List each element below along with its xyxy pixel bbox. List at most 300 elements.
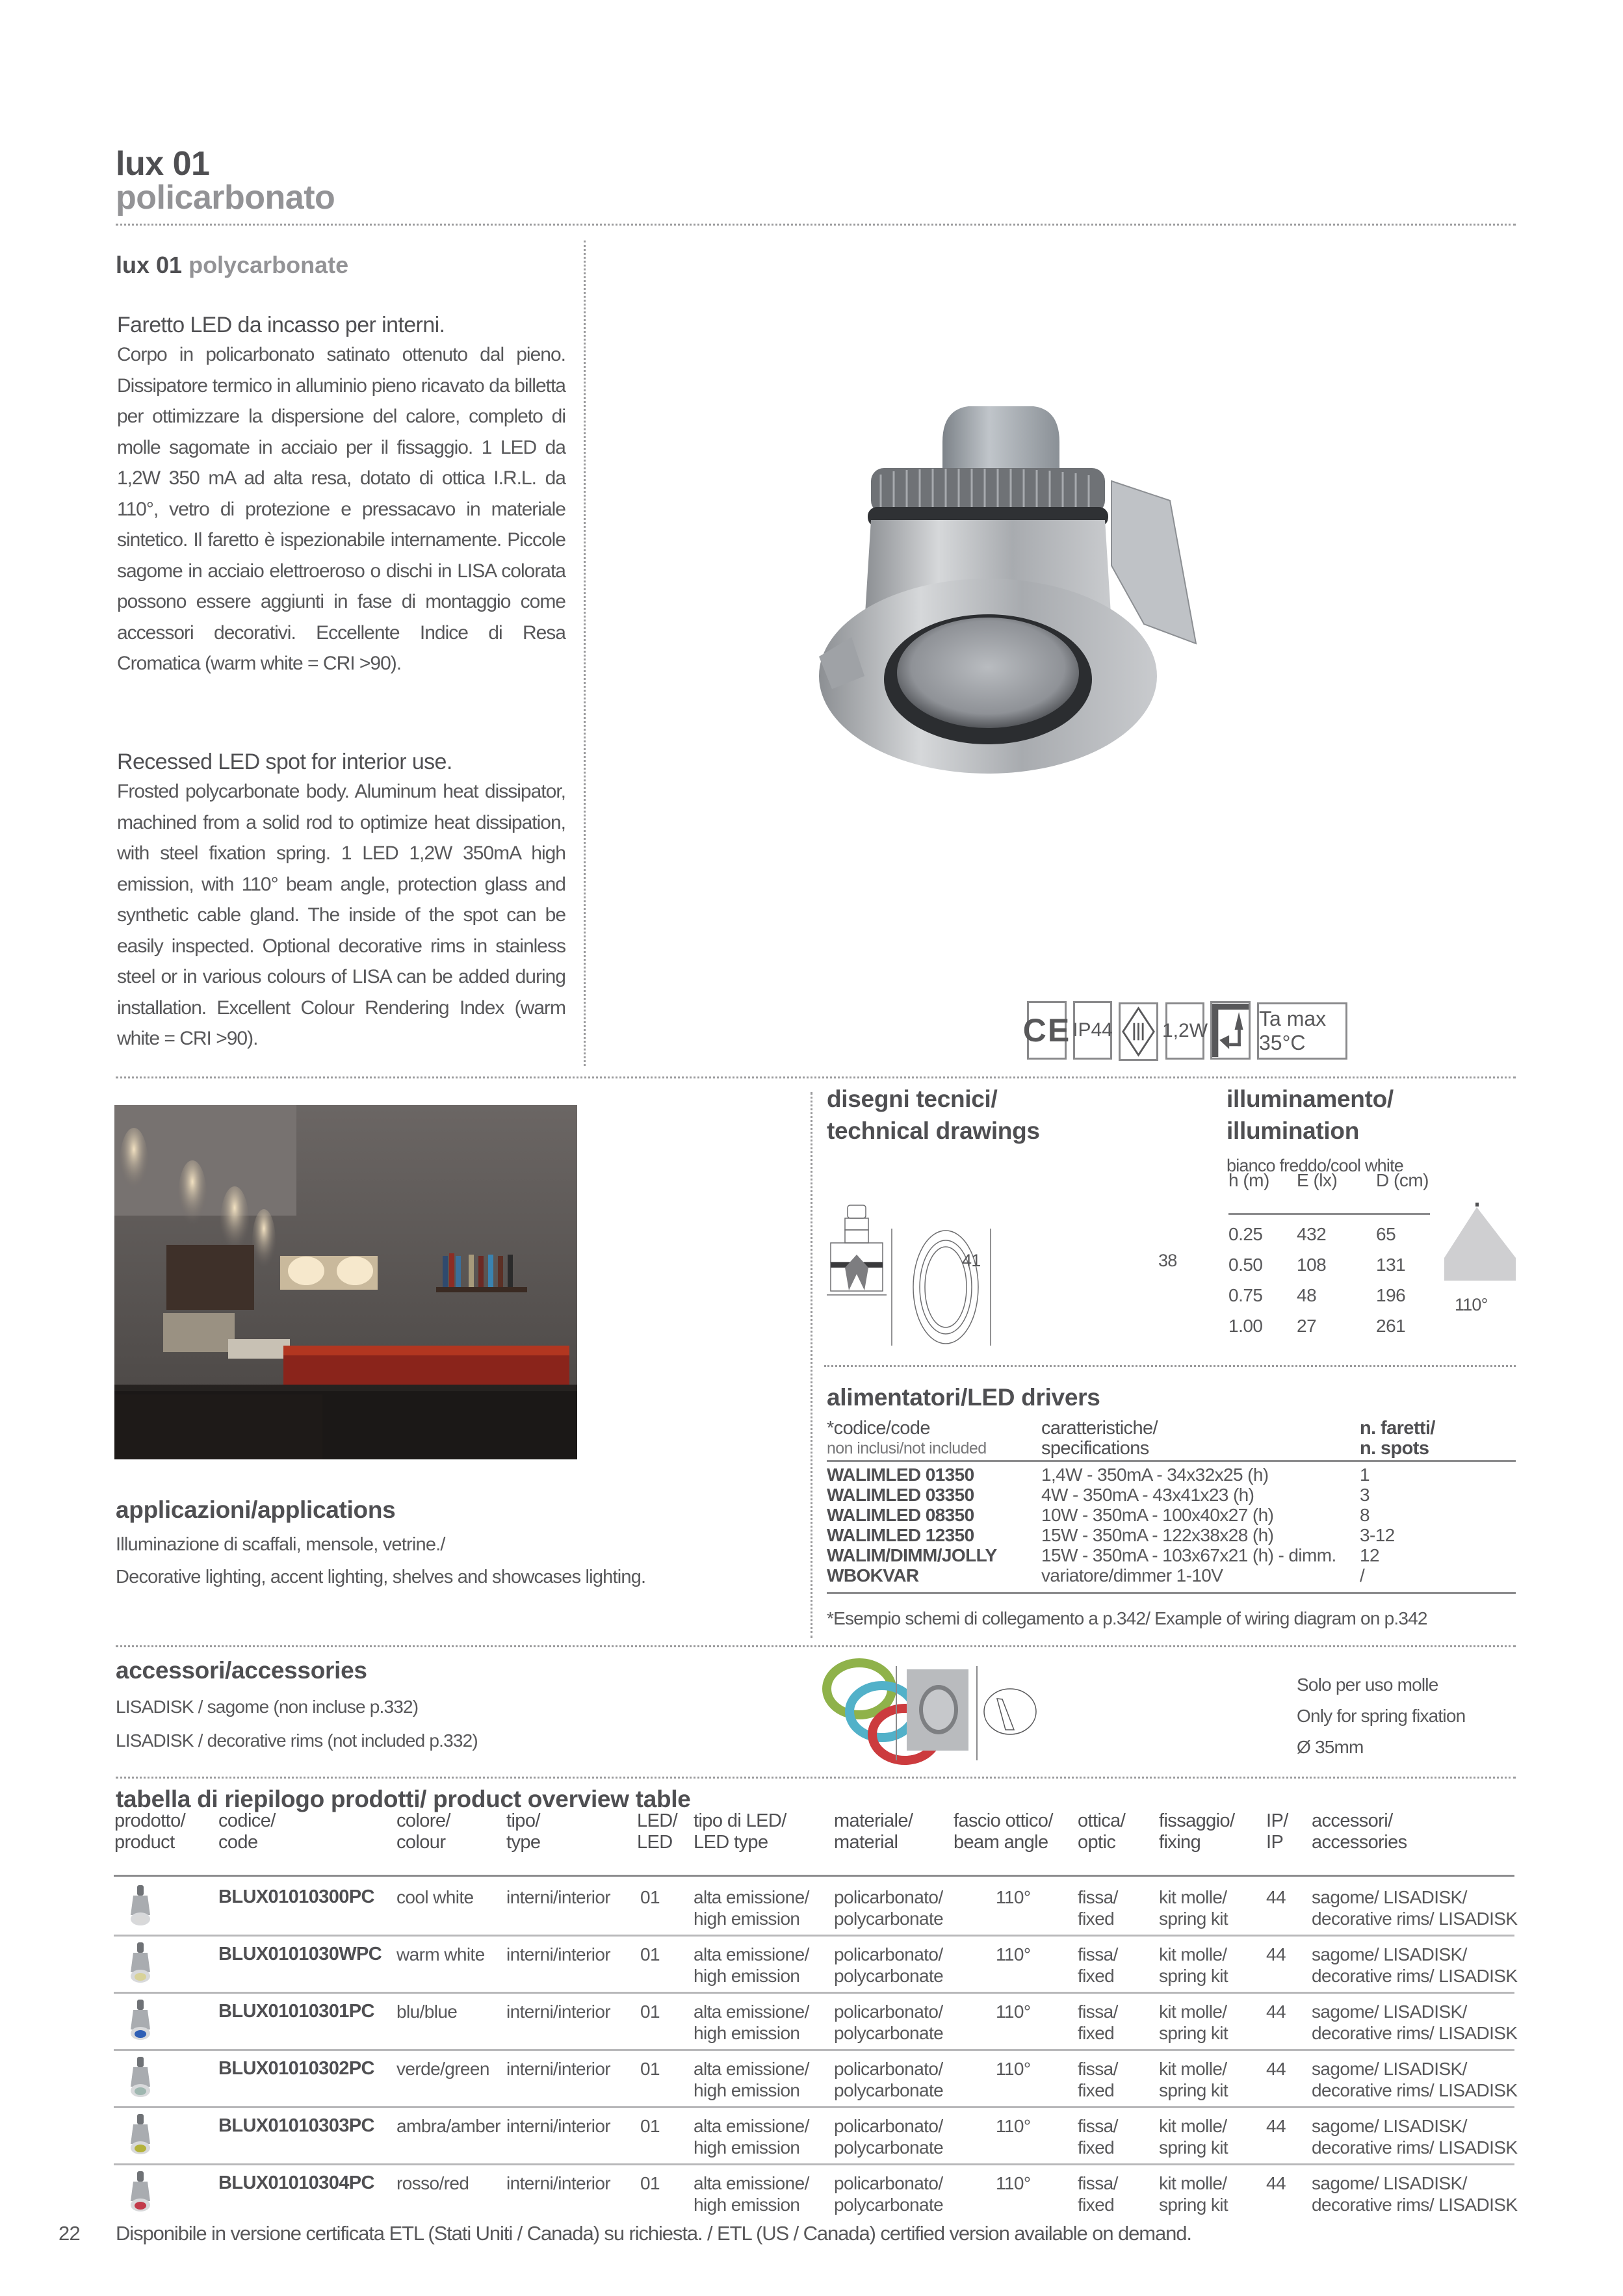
drivers-rule <box>827 1592 1516 1594</box>
cell-text: interni/interior <box>506 2116 611 2136</box>
cell-optic <box>1078 2115 1118 2158</box>
cell-acc <box>1312 1886 1517 1929</box>
cell-fixing <box>1159 2115 1228 2158</box>
cell-text: polycarbonate <box>834 1966 944 1986</box>
cell-text: decorative rims/ LISADISK <box>1312 2080 1518 2100</box>
accessories-note-1: Solo per uso molle <box>1297 1675 1438 1695</box>
cell-fixing <box>1159 2001 1228 2044</box>
cell-colour <box>396 2001 457 2022</box>
driver-row <box>827 1565 1516 1585</box>
cell-led_type <box>694 2058 809 2101</box>
divider <box>116 1076 1516 1078</box>
description-it-heading: Faretto LED da incasso per interni. <box>117 313 445 337</box>
cell-text: alta emissione/ <box>694 2059 809 2079</box>
cell-text: high emission <box>694 2023 800 2043</box>
cell-text: polycarbonate <box>834 2195 944 2215</box>
cell-text: fissa/ <box>1078 2002 1118 2022</box>
cell-code <box>218 1944 382 1965</box>
beam-cone-icon <box>1444 1203 1516 1281</box>
header-diameter: D (cm) <box>1376 1170 1429 1190</box>
illumination-table <box>1228 1170 1430 1346</box>
cell-acc <box>1312 2115 1517 2158</box>
drawings-title-en: technical drawings <box>827 1117 1040 1144</box>
cell-text: 01 <box>640 2059 660 2079</box>
col-type <box>506 1810 540 1853</box>
illumination-subtitle: bianco freddo/cool white <box>1227 1156 1403 1175</box>
description-en-body: Frosted polycarbonate body. Aluminum heat dissipator, machined from a solid rod to optimize heat dissipation, with steel fixation spring. 1 LED 1,2W 350mA high emission, with 110° beam angle, protection glass and synthetic cable gland. The inside of the spot can be easily inspected. Optional decorative rims in stainless steel or in various colours of LISA can be added during installation. Excellent Colour Rendering Index (warm white = CRI >90). <box>117 781 565 1049</box>
header: type <box>506 1832 541 1853</box>
cell-text: sagome/ LISADISK/ <box>1312 2173 1467 2193</box>
product-name-dark: lux 01 <box>116 252 183 278</box>
header: materiale/ <box>834 1810 913 1831</box>
applications-title: applicazioni/applications <box>116 1496 396 1523</box>
cell-text: polycarbonate <box>834 2080 944 2100</box>
cell-fixing <box>1159 1886 1228 1929</box>
cell-text: verde/green <box>396 2059 489 2079</box>
cell-type <box>506 1944 610 1965</box>
cell-type <box>506 1886 610 1908</box>
product-table-title: tabella di riepilogo prodotti/ product overview table <box>116 1786 691 1812</box>
cell-e: 108 <box>1297 1255 1327 1275</box>
cell-text: high emission <box>694 1909 800 1929</box>
illumination-title-en: illumination <box>1227 1117 1360 1144</box>
cell-text: spring kit <box>1159 2137 1228 2158</box>
cell-ip <box>1266 2001 1286 2022</box>
col-beam-angle <box>954 1810 1053 1853</box>
drawings-title-it: disegni tecnici/ <box>827 1086 998 1112</box>
cell-optic <box>1078 1944 1118 1987</box>
accessories-note-3: Ø 35mm <box>1297 1737 1364 1757</box>
header: prodotto/ <box>114 1810 186 1831</box>
dimension-diameter: 38 <box>1158 1251 1177 1270</box>
illumination-row <box>1228 1224 1430 1255</box>
driver-code: WALIMLED 01350 <box>827 1464 974 1485</box>
cell-optic <box>1078 2172 1118 2215</box>
driver-row <box>827 1465 1516 1485</box>
product-thumbnail <box>128 1941 153 1987</box>
table-row <box>114 2050 1518 2107</box>
header: LED <box>637 1832 673 1853</box>
cell-d: 131 <box>1376 1255 1406 1275</box>
product-thumbnail <box>128 2055 153 2101</box>
power-label: 1,2W <box>1162 1020 1208 1041</box>
col-led-type <box>694 1810 786 1853</box>
cell-text: alta emissione/ <box>694 1887 809 1907</box>
cell-led <box>640 2172 660 2194</box>
cell-material <box>834 1886 943 1929</box>
cell-code <box>218 2115 374 2137</box>
applications-line-en: Decorative lighting, accent lighting, shelves and showcases lighting. <box>116 1567 646 1587</box>
illumination-row <box>1228 1285 1430 1316</box>
divider <box>116 1645 1516 1647</box>
col-colour <box>396 1810 450 1853</box>
cell-text: rosso/red <box>396 2173 469 2193</box>
cell-text: polycarbonate <box>834 2137 944 2158</box>
header: LED type <box>694 1832 768 1853</box>
cell-text: 44 <box>1266 2173 1286 2193</box>
cell-text: fissa/ <box>1078 1887 1118 1907</box>
cell-led_type <box>694 2115 809 2158</box>
product-name <box>116 252 348 279</box>
table-row <box>114 2107 1518 2165</box>
cell-beam <box>996 1944 1030 1965</box>
cell-d: 196 <box>1376 1285 1406 1305</box>
footer-note: Disponibile in versione certificata ETL (Stati Uniti / Canada) su richiesta. / ETL (US / Canada) certified version available on demand. <box>116 2222 1191 2245</box>
cell-text: high emission <box>694 2195 800 2215</box>
driver-code: WBOKVAR <box>827 1565 919 1585</box>
cell-beam <box>996 2115 1030 2137</box>
cell-code <box>218 1886 374 1908</box>
cell-text: kit molle/ <box>1159 1887 1227 1907</box>
application-photo <box>114 1105 577 1459</box>
driver-code: WALIM/DIMM/JOLLY <box>827 1545 997 1565</box>
driver-row <box>827 1545 1516 1565</box>
cell-e: 27 <box>1297 1316 1317 1336</box>
cell-acc <box>1312 2001 1517 2044</box>
cell-text: 110° <box>996 2116 1031 2136</box>
cell-text: sagome/ LISADISK/ <box>1312 1944 1467 1964</box>
divider <box>824 1365 1516 1367</box>
driver-row <box>827 1525 1516 1545</box>
cell-text: kit molle/ <box>1159 2002 1227 2022</box>
col-accessories <box>1312 1810 1407 1853</box>
cell-code <box>218 2172 374 2194</box>
page-number: 22 <box>58 2222 80 2245</box>
header: code <box>218 1832 258 1853</box>
product-name-grey: polycarbonate <box>188 252 349 278</box>
cell-text: 44 <box>1266 2116 1286 2136</box>
header: colour <box>396 1832 446 1853</box>
cell-text: decorative rims/ LISADISK <box>1312 2137 1518 2158</box>
col-led <box>637 1810 677 1853</box>
header: ottica/ <box>1078 1810 1126 1831</box>
cell-text: BLUX01010301PC <box>218 2001 374 2022</box>
header-height: h (m) <box>1228 1170 1269 1190</box>
col-product <box>114 1810 185 1853</box>
cell-text: decorative rims/ LISADISK <box>1312 2023 1518 2043</box>
product-thumbnail <box>128 1998 153 2044</box>
cell-text: BLUX01010303PC <box>218 2115 374 2136</box>
cell-code <box>218 2058 374 2080</box>
cell-text: fixed <box>1078 1966 1115 1986</box>
cell-optic <box>1078 1886 1118 1929</box>
product-thumbnail <box>128 1884 153 1929</box>
ce-mark-label: CE <box>1022 1012 1071 1049</box>
cell-text: kit molle/ <box>1159 2116 1227 2136</box>
cell-material <box>834 2001 943 2044</box>
col-fixing <box>1159 1810 1235 1853</box>
header: beam angle <box>954 1832 1048 1853</box>
drivers-col-spots-en: n. spots <box>1360 1438 1429 1459</box>
illumination-row <box>1228 1255 1430 1285</box>
ip-rating-icon <box>1073 1001 1112 1060</box>
accessories-title: accessori/accessories <box>116 1657 367 1684</box>
driver-spots: / <box>1360 1565 1365 1585</box>
cell-beam <box>996 2172 1030 2194</box>
header: optic <box>1078 1832 1116 1853</box>
cell-text: 01 <box>640 2002 660 2022</box>
cell-colour <box>396 2058 489 2080</box>
cell-text: 110° <box>996 2173 1031 2193</box>
driver-spec: 4W - 350mA - 43x41x23 (h) <box>1041 1484 1254 1505</box>
cell-material <box>834 2058 943 2101</box>
driver-spec: 10W - 350mA - 100x40x27 (h) <box>1041 1504 1274 1525</box>
ambient-temperature-label: Ta max 35°C <box>1259 1007 1327 1054</box>
header: product <box>114 1832 175 1853</box>
cell-material <box>834 1944 943 1987</box>
product-thumbnail <box>128 2113 153 2158</box>
header: accessori/ <box>1312 1810 1393 1831</box>
column-divider <box>811 1092 812 1638</box>
cell-text: 44 <box>1266 2002 1286 2022</box>
cell-ip <box>1266 2058 1286 2080</box>
driver-spec: 1,4W - 350mA - 34x32x25 (h) <box>1041 1464 1269 1485</box>
cell-text: alta emissione/ <box>694 2116 809 2136</box>
cell-text: BLUX01010304PC <box>218 2172 374 2193</box>
cell-optic <box>1078 2058 1118 2101</box>
cell-acc <box>1312 2172 1517 2215</box>
cell-colour <box>396 1886 474 1908</box>
drivers-col-code-note: non inclusi/not included <box>827 1439 987 1457</box>
cell-ip <box>1266 2115 1286 2137</box>
cell-ip <box>1266 1886 1286 1908</box>
cell-h: 0.75 <box>1228 1285 1263 1305</box>
accessories-line-it: LISADISK / sagome (non incluse p.332) <box>116 1697 419 1717</box>
class-iii-icon <box>1119 1002 1158 1061</box>
divider <box>116 224 1516 226</box>
cell-h: 0.50 <box>1228 1255 1263 1275</box>
drivers-table <box>827 1418 1516 1629</box>
cell-text: 01 <box>640 1887 660 1907</box>
cell-led_type <box>694 1886 809 1929</box>
cell-text: ambra/amber <box>396 2116 500 2136</box>
cell-text: interni/interior <box>506 1944 611 1964</box>
cell-h: 1.00 <box>1228 1316 1263 1336</box>
cell-text: interni/interior <box>506 1887 611 1907</box>
header: fascio ottico/ <box>954 1810 1053 1831</box>
cell-text: fissa/ <box>1078 2116 1118 2136</box>
cell-text: BLUX01010302PC <box>218 2058 374 2079</box>
cell-acc <box>1312 2058 1517 2101</box>
description-it <box>117 311 565 679</box>
ambient-temperature-icon <box>1257 1002 1347 1060</box>
driver-spec: variatore/dimmer 1-10V <box>1041 1565 1223 1585</box>
cell-text: decorative rims/ LISADISK <box>1312 1909 1518 1929</box>
beam-angle-label: 110° <box>1455 1295 1488 1314</box>
driver-spec: 15W - 350mA - 122x38x28 (h) <box>1041 1524 1274 1545</box>
cell-text: spring kit <box>1159 2195 1228 2215</box>
cell-led <box>640 1886 660 1908</box>
illumination-section <box>1227 1083 1403 1176</box>
cell-text: alta emissione/ <box>694 1944 809 1964</box>
cell-text: policarbonato/ <box>834 2173 943 2193</box>
cell-text: spring kit <box>1159 1909 1228 1929</box>
table-row <box>114 1936 1518 1993</box>
driver-spots: 3 <box>1360 1484 1370 1505</box>
cell-d: 261 <box>1376 1316 1406 1336</box>
cell-text: policarbonato/ <box>834 1944 943 1964</box>
cell-text: sagome/ LISADISK/ <box>1312 2059 1467 2079</box>
col-code <box>218 1810 276 1853</box>
header: fissaggio/ <box>1159 1810 1235 1831</box>
column-divider <box>584 241 586 1066</box>
cell-text: fixed <box>1078 2023 1115 2043</box>
cell-text: polycarbonate <box>834 1909 944 1929</box>
header: IP <box>1266 1832 1284 1853</box>
cell-led <box>640 1944 660 1965</box>
cell-optic <box>1078 2001 1118 2044</box>
applications-section <box>116 1494 645 1588</box>
driver-code: WALIMLED 12350 <box>827 1524 974 1545</box>
cell-text: high emission <box>694 2080 800 2100</box>
cell-text: policarbonato/ <box>834 1887 943 1907</box>
cell-text: 110° <box>996 2002 1031 2022</box>
header: material <box>834 1832 898 1853</box>
header: fixing <box>1159 1832 1201 1853</box>
header: codice/ <box>218 1810 276 1831</box>
cell-text: spring kit <box>1159 2023 1228 2043</box>
cell-text: alta emissione/ <box>694 2173 809 2193</box>
cell-text: kit molle/ <box>1159 1944 1227 1964</box>
cell-colour <box>396 1944 485 1965</box>
page-title: lux 01 <box>116 145 210 183</box>
cell-material <box>834 2172 943 2215</box>
accessories-note-2: Only for spring fixation <box>1297 1706 1466 1726</box>
header-illuminance: E (lx) <box>1297 1170 1338 1190</box>
cell-text: 44 <box>1266 1944 1286 1964</box>
cell-text: kit molle/ <box>1159 2173 1227 2193</box>
cell-led <box>640 2001 660 2022</box>
cell-led_type <box>694 2001 809 2044</box>
cell-material <box>834 2115 943 2158</box>
cell-text: interni/interior <box>506 2059 611 2079</box>
cell-text: spring kit <box>1159 1966 1228 1986</box>
power-icon <box>1162 1002 1208 1060</box>
cell-text: 110° <box>996 1887 1031 1907</box>
table-rule <box>114 1875 1514 1877</box>
driver-code: WALIMLED 08350 <box>827 1504 974 1525</box>
ip-rating-label: IP44 <box>1072 1019 1113 1041</box>
cell-led <box>640 2115 660 2137</box>
driver-row <box>827 1485 1516 1505</box>
cell-e: 48 <box>1297 1285 1317 1305</box>
cell-text: fixed <box>1078 1909 1115 1929</box>
driver-spots: 3-12 <box>1360 1524 1395 1545</box>
cell-led_type <box>694 1944 809 1987</box>
cell-text: fixed <box>1078 2195 1115 2215</box>
table-row <box>114 2165 1518 2222</box>
cell-beam <box>996 2001 1030 2022</box>
cell-fixing <box>1159 2172 1228 2215</box>
cell-type <box>506 2058 610 2080</box>
cell-type <box>506 2115 610 2137</box>
page-subtitle: policarbonato <box>116 179 335 216</box>
table-row <box>114 1993 1518 2050</box>
drivers-rule <box>827 1460 1516 1462</box>
cell-e: 432 <box>1297 1224 1327 1244</box>
cell-text: decorative rims/ LISADISK <box>1312 2195 1518 2215</box>
cell-text: sagome/ LISADISK/ <box>1312 2002 1467 2022</box>
cell-text: fissa/ <box>1078 2059 1118 2079</box>
cell-text: policarbonato/ <box>834 2059 943 2079</box>
drivers-col-spec-en: specifications <box>1041 1438 1149 1459</box>
header: colore/ <box>396 1810 450 1831</box>
divider <box>116 1777 1516 1779</box>
table-row <box>114 1879 1518 1936</box>
driver-spots: 12 <box>1360 1545 1379 1565</box>
drawings-section <box>827 1083 1040 1147</box>
cell-text: policarbonato/ <box>834 2002 943 2022</box>
illumination-header-row <box>1228 1170 1430 1196</box>
cell-text: blu/blue <box>396 2002 458 2022</box>
cell-fixing <box>1159 1944 1228 1987</box>
product-photo <box>806 351 1261 845</box>
cell-text: interni/interior <box>506 2173 611 2193</box>
accessories-line-en: LISADISK / decorative rims (not included p.332) <box>116 1730 478 1751</box>
cell-text: 01 <box>640 2173 660 2193</box>
cell-text: BLUX0101030WPC <box>218 1944 382 1964</box>
cell-text: 01 <box>640 1944 660 1964</box>
description-en-heading: Recessed LED spot for interior use. <box>117 750 452 774</box>
driver-spots: 1 <box>1360 1464 1370 1485</box>
cell-acc <box>1312 1944 1517 1987</box>
illumination-rule <box>1228 1213 1430 1215</box>
cell-text: fixed <box>1078 2080 1115 2100</box>
applications-line-it: Illuminazione di scaffali, mensole, vetrine./ <box>116 1534 445 1555</box>
accessory-images <box>820 1656 1243 1767</box>
dimension-height: 41 <box>962 1251 981 1270</box>
drivers-header <box>827 1418 1516 1459</box>
cell-text: spring kit <box>1159 2080 1228 2100</box>
driver-spots: 8 <box>1360 1504 1370 1525</box>
header: LED/ <box>637 1810 678 1831</box>
cell-type <box>506 2172 610 2194</box>
description-en <box>117 748 565 1054</box>
cell-colour <box>396 2172 469 2194</box>
cell-text: interni/interior <box>506 2002 611 2022</box>
cell-text: polycarbonate <box>834 2023 944 2043</box>
cell-text: policarbonato/ <box>834 2116 943 2136</box>
ce-mark-icon <box>1022 1001 1071 1060</box>
description-it-body: Corpo in policarbonato satinato ottenuto dal pieno. Dissipatore termico in alluminio pieno ricavato da billetta per ottimizzare la dispersione del calore, completo di molle sagomate in acciaio per il fissaggio. 1 LED da 1,2W 350 mA ad alta resa, dotato di ottica I.R.L. da 110°, vetro di protezione e pressacavo in materiale sintetico. Il faretto è ispezionabile internamente. Piccole sagome in acciaio elettroeroso o dischi in LISA colorata possono essere aggiunti in fase di montaggio come accessori decorativi. Eccellente Indice di Resa Cromatica (warm white = CRI >90). <box>117 344 565 674</box>
cell-text: cool white <box>396 1887 474 1907</box>
cell-beam <box>996 2058 1030 2080</box>
illumination-row <box>1228 1316 1430 1346</box>
cell-text: decorative rims/ LISADISK <box>1312 1966 1518 1986</box>
cell-text: high emission <box>694 1966 800 1986</box>
cell-text: fissa/ <box>1078 1944 1118 1964</box>
cell-d: 65 <box>1376 1224 1396 1244</box>
cell-h: 0.25 <box>1228 1224 1263 1244</box>
drivers-title: alimentatori/LED drivers <box>827 1384 1100 1411</box>
cell-ip <box>1266 1944 1286 1965</box>
cell-type <box>506 2001 610 2022</box>
cell-fixing <box>1159 2058 1228 2101</box>
cell-text: high emission <box>694 2137 800 2158</box>
col-ip <box>1266 1810 1288 1853</box>
cell-text: 110° <box>996 1944 1031 1964</box>
header: accessories <box>1312 1832 1407 1853</box>
cell-colour <box>396 2115 500 2137</box>
cell-text: sagome/ LISADISK/ <box>1312 2116 1467 2136</box>
header: tipo di LED/ <box>694 1810 786 1831</box>
cell-text: warm white <box>396 1944 485 1964</box>
cell-text: 01 <box>640 2116 660 2136</box>
col-optic <box>1078 1810 1125 1853</box>
driver-spec: 15W - 350mA - 103x67x21 (h) - dimm. <box>1041 1545 1336 1565</box>
drivers-col-code: *codice/code <box>827 1418 930 1439</box>
cell-beam <box>996 1886 1030 1908</box>
